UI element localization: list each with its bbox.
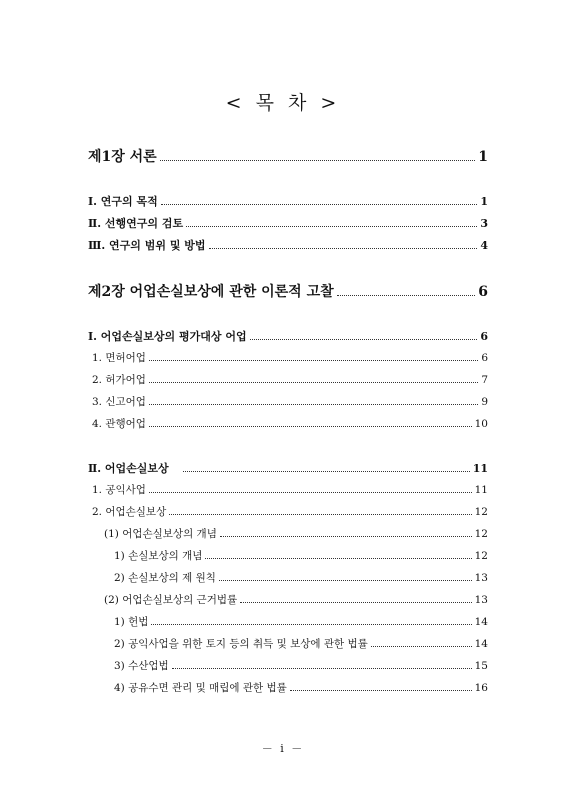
toc-page-number: 4 [480,239,488,252]
page-footer-number: － i － [261,742,305,755]
toc-page-number: 6 [478,284,488,300]
toc-item[interactable] [92,482,488,497]
toc-item[interactable] [92,416,488,431]
toc-page-number: 1 [478,149,488,165]
toc-page-number: 13 [474,594,488,606]
toc-page-number: 12 [474,506,488,518]
toc-page-number: 10 [474,418,488,430]
toc-label: 1) 헌법 [114,616,149,628]
dot-leader [205,558,471,559]
toc-page-number: 12 [474,528,488,540]
dot-leader [290,690,472,691]
toc-page-number: 13 [474,572,488,584]
toc-item[interactable] [114,636,488,651]
toc-chapter-1[interactable] [88,146,488,166]
toc-label: Ⅱ. 선행연구의 검토 [88,217,184,230]
dot-leader [172,668,472,669]
toc-page-number: 12 [474,550,488,562]
toc-label: 1. 면허어업 [92,352,146,364]
toc-label: Ⅲ. 연구의 범위 및 방법 [88,239,206,252]
toc-label: (1) 어업손실보상의 개념 [104,528,217,540]
toc-label: 3) 수산업법 [114,660,169,672]
toc-page-number: 1 [480,195,488,208]
dot-leader [183,471,470,472]
toc-label: Ⅱ. 어업손실보상 [88,462,169,475]
toc-label: 2) 공익사업을 위한 토지 등의 취득 및 보상에 관한 법률 [114,638,368,650]
dot-leader [219,580,472,581]
toc-section-2-1[interactable] [88,328,488,344]
dot-leader [149,382,478,383]
toc-label: 3. 신고어업 [92,396,146,408]
toc-label: 1. 공익사업 [92,484,146,496]
dot-leader [337,295,476,296]
toc-item[interactable] [92,350,488,365]
dot-leader [149,360,478,361]
toc-section-1-3[interactable] [88,237,488,253]
dot-leader [169,514,471,515]
toc-label: (2) 어업손실보상의 근거법률 [104,594,238,606]
toc-section-1-2[interactable] [88,215,488,231]
dot-leader [220,536,472,537]
toc-item[interactable] [114,658,488,673]
toc-title: < 목 차 > [225,92,341,114]
dot-leader [149,492,472,493]
toc-item[interactable] [114,570,488,585]
toc-item[interactable] [114,548,488,563]
toc-item[interactable] [104,592,488,607]
toc-item[interactable] [114,614,488,629]
toc-item[interactable] [92,504,488,519]
dot-leader [240,602,472,603]
dot-leader [209,248,478,249]
toc-page-number: 6 [481,352,488,364]
dot-leader [161,204,478,205]
toc-page-number: 3 [480,217,488,230]
toc-item[interactable] [104,526,488,541]
toc-page-number: 11 [472,462,488,475]
toc-item[interactable] [92,394,488,409]
toc-label: 제2장 어업손실보상에 관한 이론적 고찰 [88,284,334,300]
toc-label: Ⅰ. 연구의 목적 [88,195,158,208]
dot-leader [186,226,477,227]
dot-leader [151,624,471,625]
toc-label: 2. 어업손실보상 [92,506,167,518]
toc-label: 2) 손실보상의 제 원칙 [114,572,216,584]
toc-page-number: 6 [480,330,488,343]
toc-page-number: 11 [474,484,488,496]
dot-leader [250,339,478,340]
toc-label: 4) 공유수면 관리 및 매립에 관한 법률 [114,682,287,694]
toc-page-number: 7 [481,374,488,386]
toc-label: 2. 허가어업 [92,374,146,386]
dot-leader [160,160,476,161]
toc-page-number: 9 [481,396,488,408]
toc-chapter-2[interactable] [88,281,488,301]
toc-label: 4. 관행어업 [92,418,146,430]
toc-label: 제1장 서론 [88,149,157,165]
toc-page-number: 16 [474,682,488,694]
dot-leader [371,646,472,647]
toc-page-number: 14 [474,638,488,650]
toc-section-2-2[interactable] [88,460,488,476]
toc-page-number: 15 [474,660,488,672]
toc-section-1-1[interactable] [88,193,488,209]
toc-label: 1) 손실보상의 개념 [114,550,203,562]
toc-page-number: 14 [474,616,488,628]
toc-label: Ⅰ. 어업손실보상의 평가대상 어업 [88,330,247,343]
toc-item[interactable] [92,372,488,387]
toc-item[interactable] [114,680,488,695]
dot-leader [149,426,472,427]
dot-leader [149,404,478,405]
